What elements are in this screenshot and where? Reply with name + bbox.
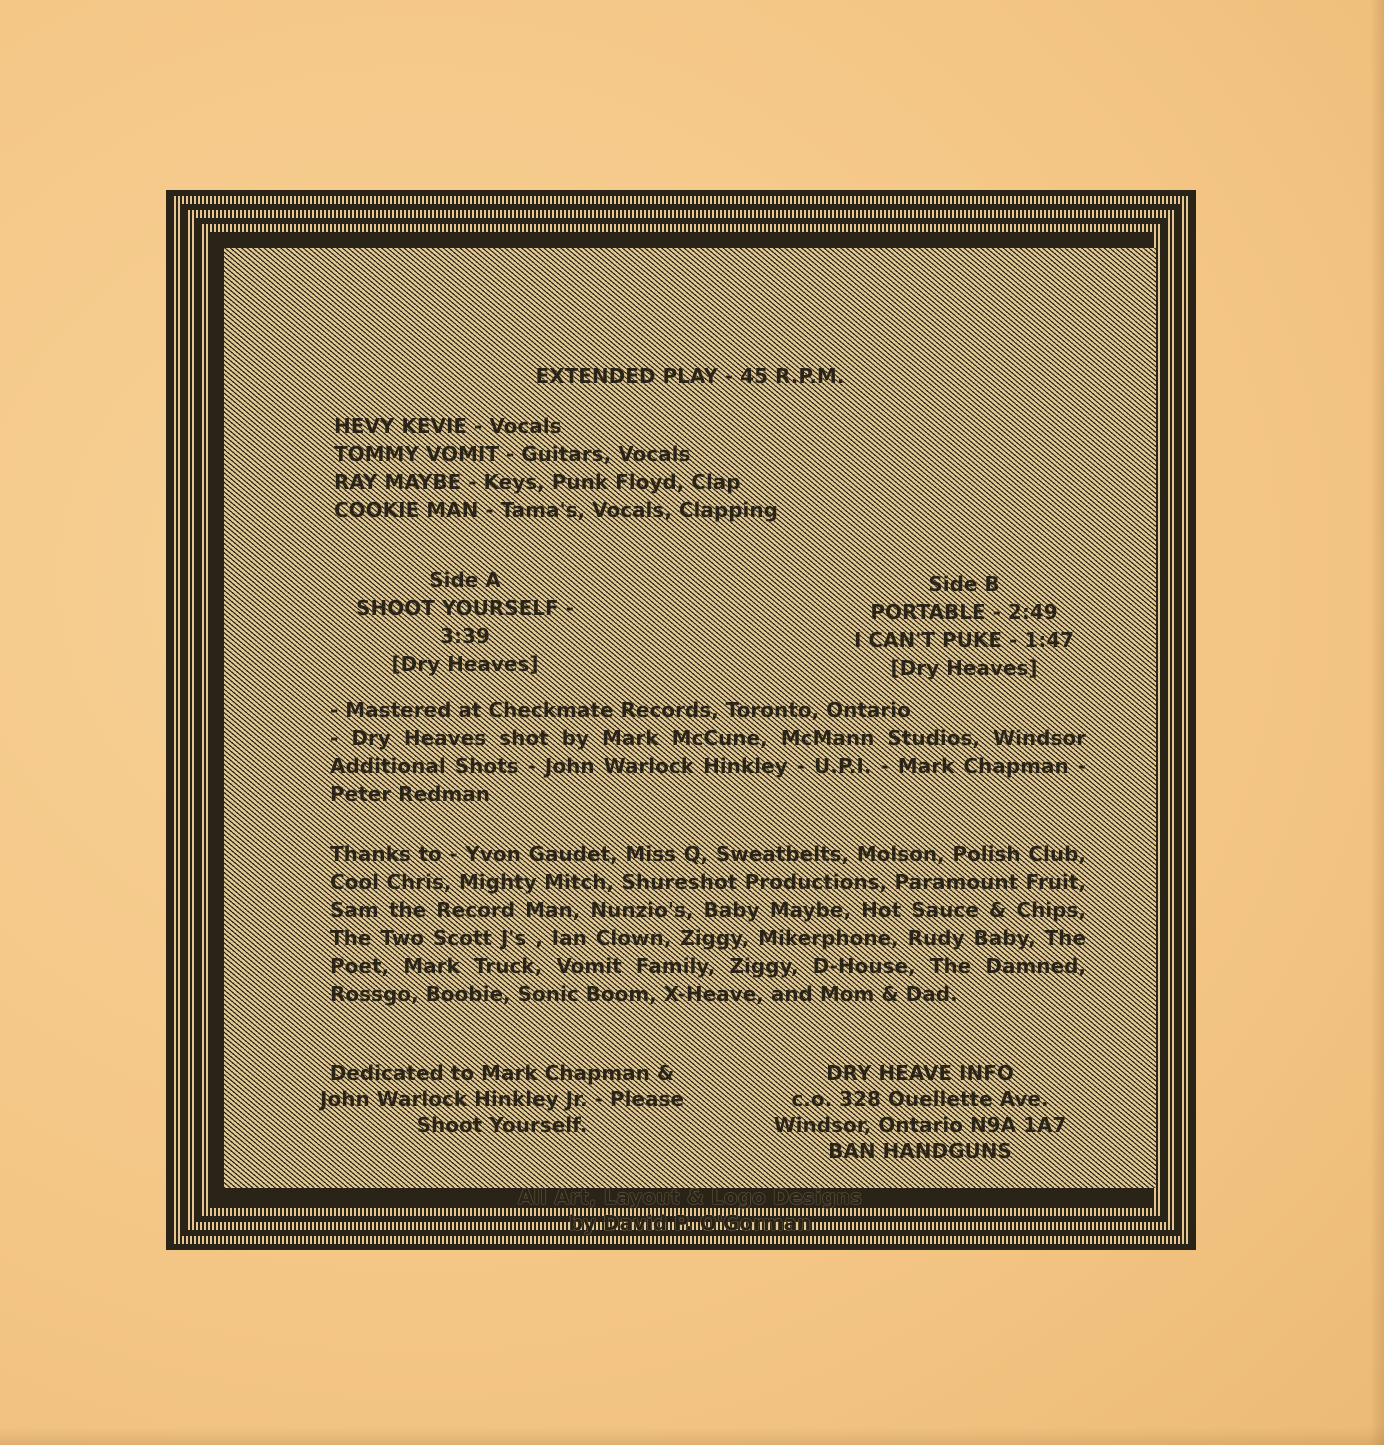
art-credit-line: by David P. O'Gorman [568, 1211, 812, 1235]
art-credit [224, 1184, 1156, 1236]
track-title: SHOOT YOURSELF - 3:39 [356, 596, 574, 648]
side-a-heading: Side A [429, 568, 501, 592]
thanks-paragraph: Thanks to - Yvon Gaudet, Miss Q, Sweatbelts, Molson, Polish Club, Cool Chris, Mighty Mitch, Shureshot Productions, Paramount Fruit, Sam the Record Man, Nunzio's, Baby Maybe, Hot Sauce & Chips, The Two Scott J's , Ian Clown, Ziggy, Mikerphone, Rudy Baby, The Poet, Mark Truck, Vomit Family, Ziggy, D-House, The Damned, Rossgo, Boobie, Sonic Boom, X-Heave, and Mom & Dad. [330, 842, 1086, 1006]
record-title: EXTENDED PLAY - 45 R.P.M. [535, 364, 845, 388]
dedication-line: Shoot Yourself. [416, 1113, 588, 1137]
info-line: c.o. 328 Ouellette Ave. [791, 1087, 1049, 1111]
track-title: PORTABLE - 2:49 [870, 600, 1058, 624]
side-b-heading: Side B [928, 572, 1000, 596]
production-credits [330, 696, 1086, 808]
sleeve-bottom-edge-shadow [0, 1427, 1384, 1445]
info-line: Windsor, Ontario N9A 1A7 [773, 1113, 1067, 1137]
dedication-line: Dedicated to Mark Chapman & [329, 1061, 675, 1085]
band-lineup [334, 412, 778, 524]
lineup-member: TOMMY VOMIT - Guitars, Vocals [334, 442, 691, 466]
side-a-tracklist [330, 566, 600, 678]
halftone-text-area [224, 248, 1156, 1235]
lineup-member: COOKIE MAN - Tama's, Vocals, Clapping [334, 498, 778, 522]
contact-info [750, 1060, 1090, 1164]
track-title: I CAN'T PUKE - 1:47 [853, 628, 1075, 652]
info-line: DRY HEAVE INFO [826, 1061, 1014, 1085]
lineup-member: HEVY KEVIE - Vocals [334, 414, 562, 438]
credit-line: - Mastered at Checkmate Records, Toronto, Ontario [330, 698, 911, 722]
info-line: BAN HANDGUNS [828, 1139, 1012, 1163]
lineup-member: RAY MAYBE - Keys, Punk Floyd, Clap [334, 470, 741, 494]
side-b-credit: [Dry Heaves] [890, 656, 1038, 680]
dedication-line: John Warlock Hinkley Jr. - Please [320, 1087, 684, 1111]
printed-panel [166, 190, 1196, 1250]
sleeve-right-edge-shadow [1370, 0, 1384, 1445]
art-credit-line: All Art, Layout & Logo Designs [517, 1185, 863, 1209]
credit-line: - Dry Heaves shot by Mark McCune, McMann Studios, Windsor Additional Shots - John Warlock Hinkley - U.P.I. - Mark Chapman - Peter Redman [330, 726, 1086, 806]
side-a-credit: [Dry Heaves] [391, 652, 539, 676]
side-b-tracklist [824, 570, 1104, 682]
dedication [312, 1060, 692, 1138]
